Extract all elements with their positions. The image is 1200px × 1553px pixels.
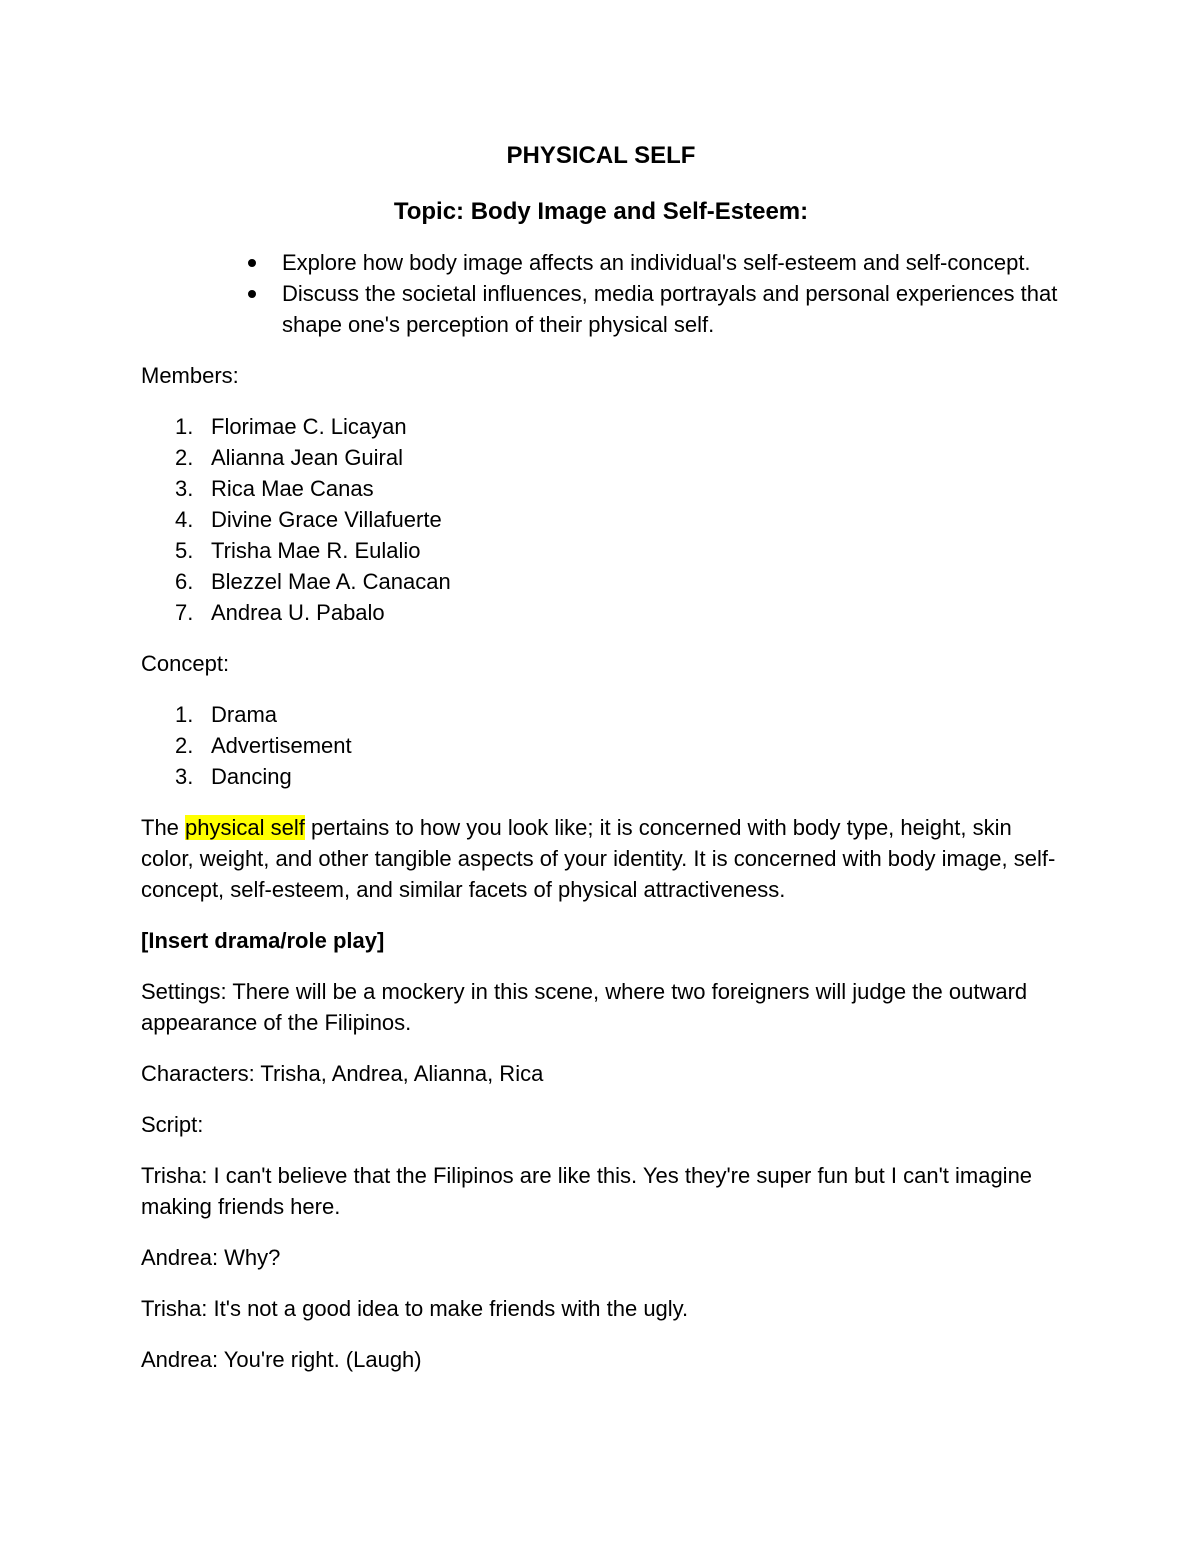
members-list xyxy=(141,411,1061,628)
list-number: 5. xyxy=(175,538,194,563)
script-line: Trisha: I can't believe that the Filipinos are like this. Yes they're super fun but I can't imagine making friends here. xyxy=(141,1163,1033,1219)
list-number: 4. xyxy=(175,507,194,532)
insert-drama-heading: [Insert drama/role play] xyxy=(141,928,385,953)
member-item xyxy=(175,442,1061,473)
member-name: Andrea U. Pabalo xyxy=(211,600,385,625)
topic-heading: Topic: Body Image and Self-Esteem: xyxy=(393,198,809,225)
member-item xyxy=(175,535,1061,566)
bullet-text: Discuss the societal influences, media portrayals and personal experiences that shape one's perception of their physical self. xyxy=(282,281,1058,337)
highlighted-term: physical self xyxy=(185,815,305,840)
document-title: PHYSICAL SELF xyxy=(506,142,696,169)
settings-text: Settings: There will be a mockery in this scene, where two foreigners will judge the outward appearance of the Filipinos. xyxy=(141,979,1028,1035)
bullet-text: Explore how body image affects an individual's self-esteem and self-concept. xyxy=(282,250,1031,275)
physical-self-paragraph xyxy=(141,812,1061,905)
member-name: Blezzel Mae A. Canacan xyxy=(211,569,451,594)
paragraph-text-after: pertains to how you look like; it is concerned with body type, height, skin color, weight, and other tangible aspects of your identity. It is concerned with body image, self-concept, self-esteem, and similar facets of physical attractiveness. xyxy=(141,815,1056,902)
concept-item xyxy=(175,761,1061,792)
script-line: Andrea: Why? xyxy=(141,1245,281,1270)
concept-name: Drama xyxy=(211,702,278,727)
member-item xyxy=(175,473,1061,504)
concept-name: Dancing xyxy=(211,764,292,789)
members-label: Members: xyxy=(141,363,239,388)
concept-item xyxy=(175,730,1061,761)
member-name: Divine Grace Villafuerte xyxy=(211,507,442,532)
list-number: 6. xyxy=(175,569,194,594)
document-page xyxy=(141,138,1061,1395)
member-name: Florimae C. Licayan xyxy=(211,414,407,439)
list-number: 2. xyxy=(175,445,194,470)
script-label: Script: xyxy=(141,1112,204,1137)
script-line: Trisha: It's not a good idea to make friends with the ugly. xyxy=(141,1296,689,1321)
bullet-dot-icon xyxy=(248,259,256,267)
characters-text: Characters: Trisha, Andrea, Alianna, Rica xyxy=(141,1061,544,1086)
script-line: Andrea: You're right. (Laugh) xyxy=(141,1347,422,1372)
list-number: 3. xyxy=(175,476,194,501)
list-number: 7. xyxy=(175,600,194,625)
member-name: Alianna Jean Guiral xyxy=(211,445,404,470)
paragraph-text-before: The xyxy=(141,815,186,840)
member-name: Trisha Mae R. Eulalio xyxy=(211,538,421,563)
bullet-item xyxy=(282,278,1061,340)
concept-item xyxy=(175,699,1061,730)
list-number: 3. xyxy=(175,764,194,789)
concept-list xyxy=(141,699,1061,792)
concept-label: Concept: xyxy=(141,651,230,676)
member-item xyxy=(175,504,1061,535)
topic-bullet-list xyxy=(141,247,1061,340)
member-item xyxy=(175,597,1061,628)
list-number: 1. xyxy=(175,414,194,439)
bullet-dot-icon xyxy=(248,290,256,298)
member-name: Rica Mae Canas xyxy=(211,476,374,501)
member-item xyxy=(175,411,1061,442)
list-number: 1. xyxy=(175,702,194,727)
member-item xyxy=(175,566,1061,597)
concept-name: Advertisement xyxy=(211,733,352,758)
bullet-item xyxy=(282,247,1061,278)
list-number: 2. xyxy=(175,733,194,758)
